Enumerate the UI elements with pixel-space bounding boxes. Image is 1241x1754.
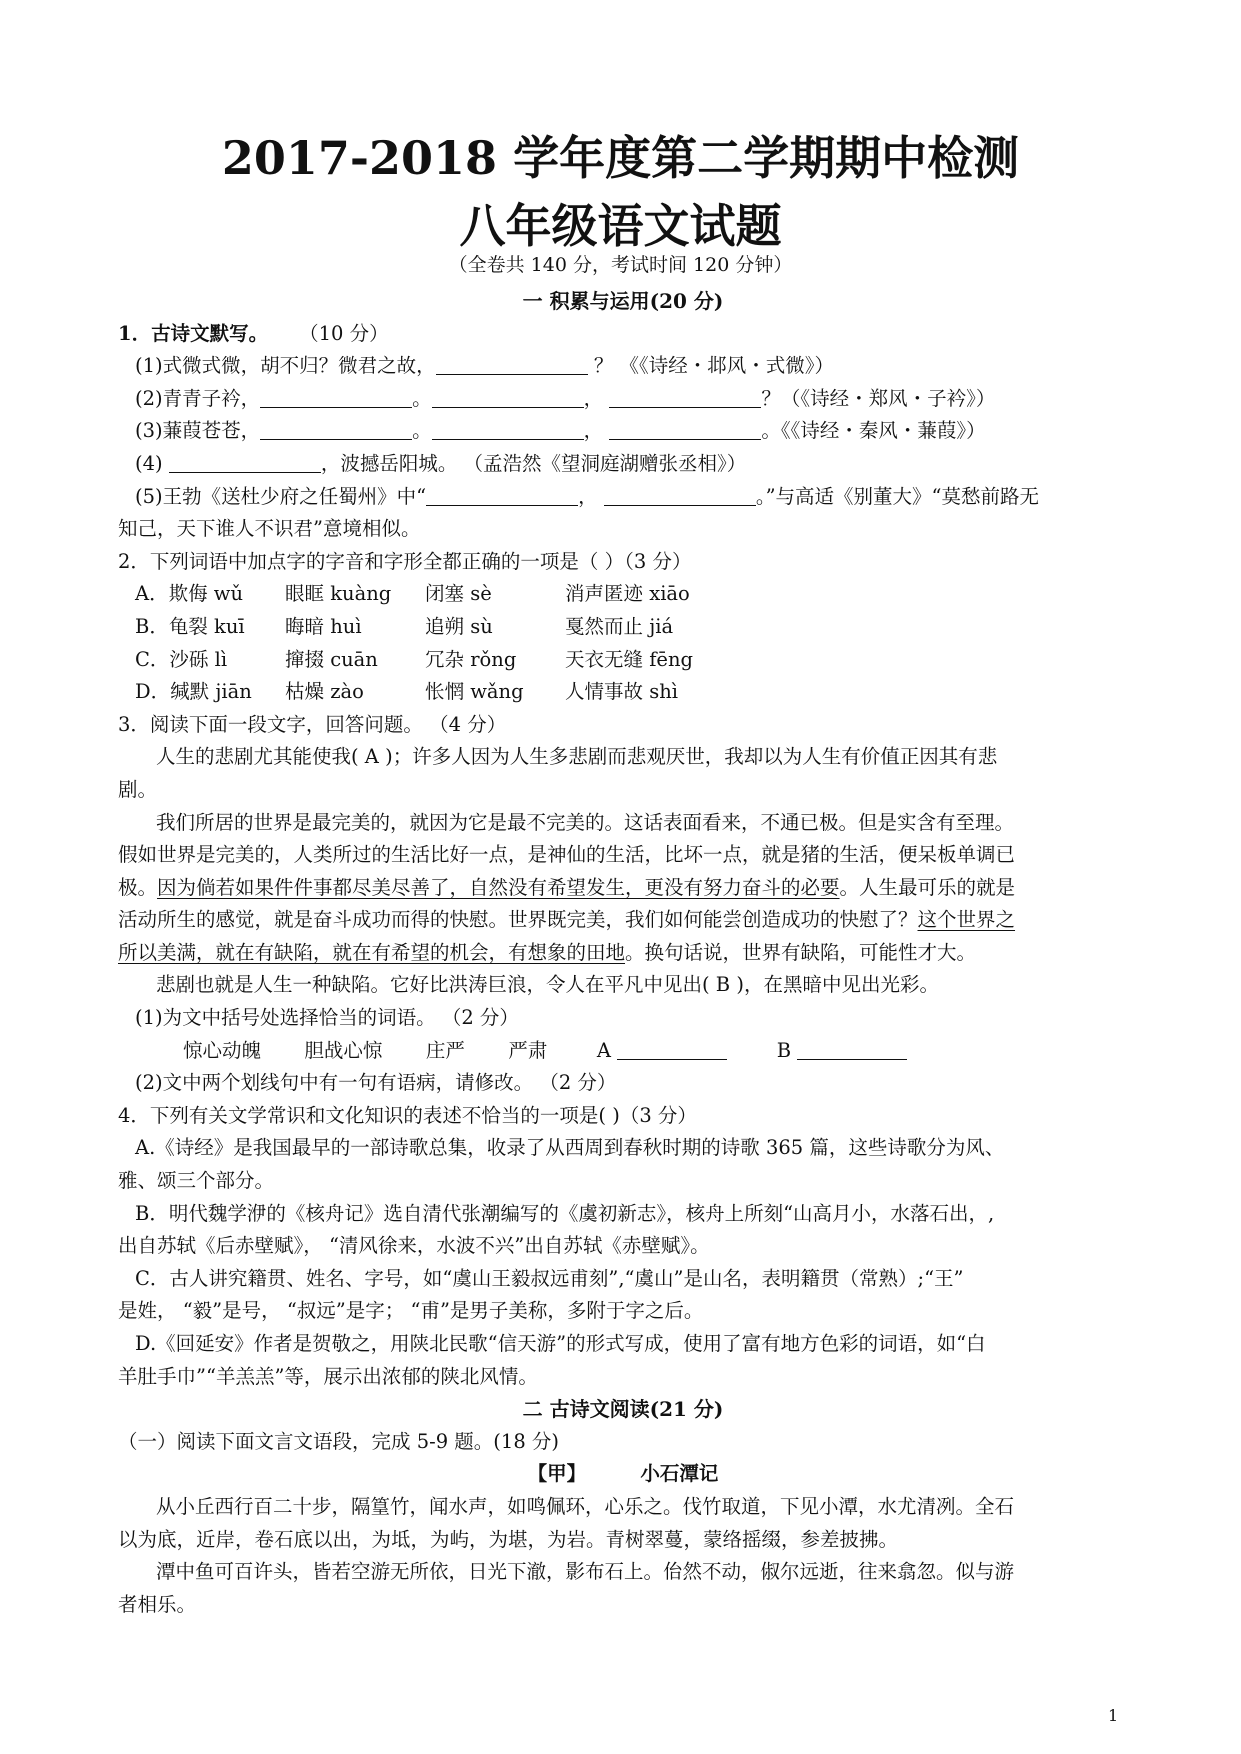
q2-title: 2．下列词语中加点字的字音和字形全都正确的一项是（ ）（3 分）: [118, 549, 692, 573]
page-number: 1: [1108, 1706, 1119, 1725]
q3-title: 3．阅读下面一段文字，回答问题。 （4 分）: [118, 712, 507, 736]
answer-blank[interactable]: [432, 385, 584, 408]
q1-line3: (3)蒹葭苍苍， 。 ， 。《《诗经・秦风・蒹葭》）: [135, 419, 986, 443]
q3-para1: 人生的悲剧尤其能使我( A )；许多人因为人生多悲剧而悲观厌世，我却以为人生有价值正因其有悲: [156, 745, 998, 769]
q4-option-a-cont: 雅、颂三个部分。: [118, 1169, 275, 1193]
q4-option-c-cont: 是姓， “毅”是号， “叔远”是字； “甫”是男子美称，多附于字之后。: [118, 1299, 704, 1323]
q3-para2-line3: 极。因为倘若如果件件事都尽美尽善了，自然没有希望发生，更没有努力奋斗的必要。人生最可乐的就是: [118, 875, 1016, 899]
q4-title: 4．下列有关文学常识和文化知识的表述不恰当的一项是( )（3 分）: [118, 1103, 697, 1127]
answer-blank[interactable]: [436, 352, 588, 375]
q3-para2-line4: 活动所生的感觉，就是奋斗成功而得的快慰。世界既完美，我们如何能尝创造成功的快慰了？这个世界之: [118, 908, 1016, 932]
q3-word-choices: 惊心动魄 胆战心惊 庄严 严肃 A B: [118, 1035, 1128, 1068]
q1-line5: (5)王勃《送杜少府之任蜀州》中“ ， 。”与高适《别董大》“莫愁前路无: [135, 484, 1040, 508]
exam-title: 2017-2018 学年度第二学期期中检测: [221, 131, 1020, 185]
answer-blank[interactable]: [260, 417, 412, 440]
jia-para2: 潭中鱼可百许头，皆若空游无所依，日光下澈，影布石上。佁然不动，俶尔远逝，往来翕忽。似与游: [156, 1560, 1015, 1584]
underlined-sentence-2-cont: 所以美满，就在有缺陷，就在有希望的机会，有想象的田地: [118, 940, 626, 964]
answer-blank[interactable]: [169, 450, 321, 473]
q4-option-b-cont: 出自苏轼《后赤壁赋》， “清风徐来，水波不兴”出自苏轼《赤壁赋》。: [118, 1234, 710, 1258]
answer-blank[interactable]: [432, 417, 584, 440]
q2-option-d: D．缄默 jiān 枯燥 zào 怅惘 wǎng 人情事故 shì: [135, 680, 679, 704]
section2-intro: （一）阅读下面文言文语段，完成 5-9 题。(18 分): [118, 1429, 560, 1453]
q1-line5-cont: 知己，天下谁人不识君”意境相似。: [118, 517, 421, 541]
underlined-sentence-1: 因为倘若如果件件事都尽美尽善了，自然没有希望发生，更没有努力奋斗的必要: [157, 875, 840, 899]
exam-body: [118, 285, 1128, 1621]
q2-option-b: B．龟裂 kuī 晦暗 huì 追朔 sù 戛然而止 jiá: [135, 614, 674, 638]
jia-para1: 从小丘西行百二十步，隔篁竹，闻水声，如鸣佩环，心乐之。伐竹取道，下见小潭，水尤清冽。全石: [156, 1494, 1015, 1518]
q1-title: 1．古诗文默写。 （10 分）: [118, 321, 389, 345]
q1-line2: (2)青青子衿， 。 ， ？（《诗经・郑风・子衿》）: [135, 386, 996, 410]
exam-subtitle: 八年级语文试题: [459, 199, 782, 253]
q3-sub2: (2)文中两个划线句中有一句有语病，请修改。 （2 分）: [135, 1071, 617, 1095]
q4-option-d-cont: 羊肚手巾”“羊羔羔”等，展示出浓郁的陕北风情。: [118, 1364, 538, 1388]
q3-para3: 悲剧也就是人生一种缺陷。它好比洪涛巨浪，令人在平凡中见出( B )，在黑暗中见出光彩。: [156, 973, 939, 997]
underlined-sentence-2: 这个世界之: [917, 908, 1016, 932]
q3-sub1: (1)为文中括号处选择恰当的词语。 （2 分）: [135, 1006, 519, 1030]
exam-note: （全卷共 140 分，考试时间 120 分钟）: [448, 254, 793, 276]
jia-para1-cont: 以为底，近岸，卷石底以出，为坻，为屿，为堪，为岩。青树翠蔓，蒙络摇缀，参差披拂。: [118, 1527, 899, 1551]
jia-heading: 【甲】 小石潭记: [527, 1462, 719, 1486]
q4-option-c: C．古人讲究籍贯、姓名、字号，如“虞山王毅叔远甫刻”,“虞山”是山名，表明籍贯（常熟）;“王”: [135, 1266, 964, 1290]
q1-line1: (1)式微式微，胡不归？微君之故， ？ 《《诗经・邶风・式微》）: [135, 354, 835, 378]
q2-option-a: A．欺侮 wǔ 眼眶 kuàng 闭塞 sè 消声匿迹 xiāo: [135, 582, 690, 606]
answer-blank[interactable]: [609, 417, 761, 440]
answer-blank-a[interactable]: [617, 1037, 727, 1060]
q2-option-c: C．沙砾 lì 撺掇 cuān 冗杂 rǒng 天衣无缝 fēng: [135, 647, 693, 671]
section1-heading: 一 积累与运用(20 分): [522, 289, 724, 313]
section2-heading: 二 古诗文阅读(21 分): [522, 1397, 724, 1422]
answer-blank[interactable]: [604, 483, 756, 506]
q4-option-d: D.《回延安》作者是贺敬之，用陕北民歌“信天游”的形式写成，使用了富有地方色彩的词语，如“白: [135, 1332, 986, 1355]
jia-para2-cont: 者相乐。: [118, 1592, 197, 1616]
answer-blank[interactable]: [609, 385, 761, 408]
q3-para2-line2: 假如世界是完美的，人类所过的生活比好一点，是神仙的生活，比坏一点，就是猪的生活，便呆板单调已: [118, 843, 1016, 867]
q3-para2-line1: 我们所居的世界是最完美的，就因为它是最不完美的。这话表面看来，不通已极。但是实含有至理。: [156, 810, 1015, 834]
q4-option-b: B．明代魏学洢的《核舟记》选自清代张潮编写的《虞初新志》，核舟上所刻“山高月小，水落石出，,: [135, 1201, 995, 1225]
q4-option-a: A.《诗经》是我国最早的一部诗歌总集，收录了从西周到春秋时期的诗歌 365 篇，这些诗歌分为风、: [135, 1136, 1005, 1160]
q3-para2-line5: 所以美满，就在有缺陷，就在有希望的机会，有想象的田地。换句话说，世界有缺陷，可能性才大。: [118, 940, 977, 964]
answer-blank[interactable]: [260, 385, 412, 408]
answer-blank-b[interactable]: [797, 1037, 907, 1060]
q3-para1-cont: 剧。: [118, 777, 158, 801]
q1-line4: (4) ，波撼岳阳城。 （孟浩然《望洞庭湖赠张丞相》）: [135, 451, 747, 475]
answer-blank[interactable]: [426, 483, 578, 506]
